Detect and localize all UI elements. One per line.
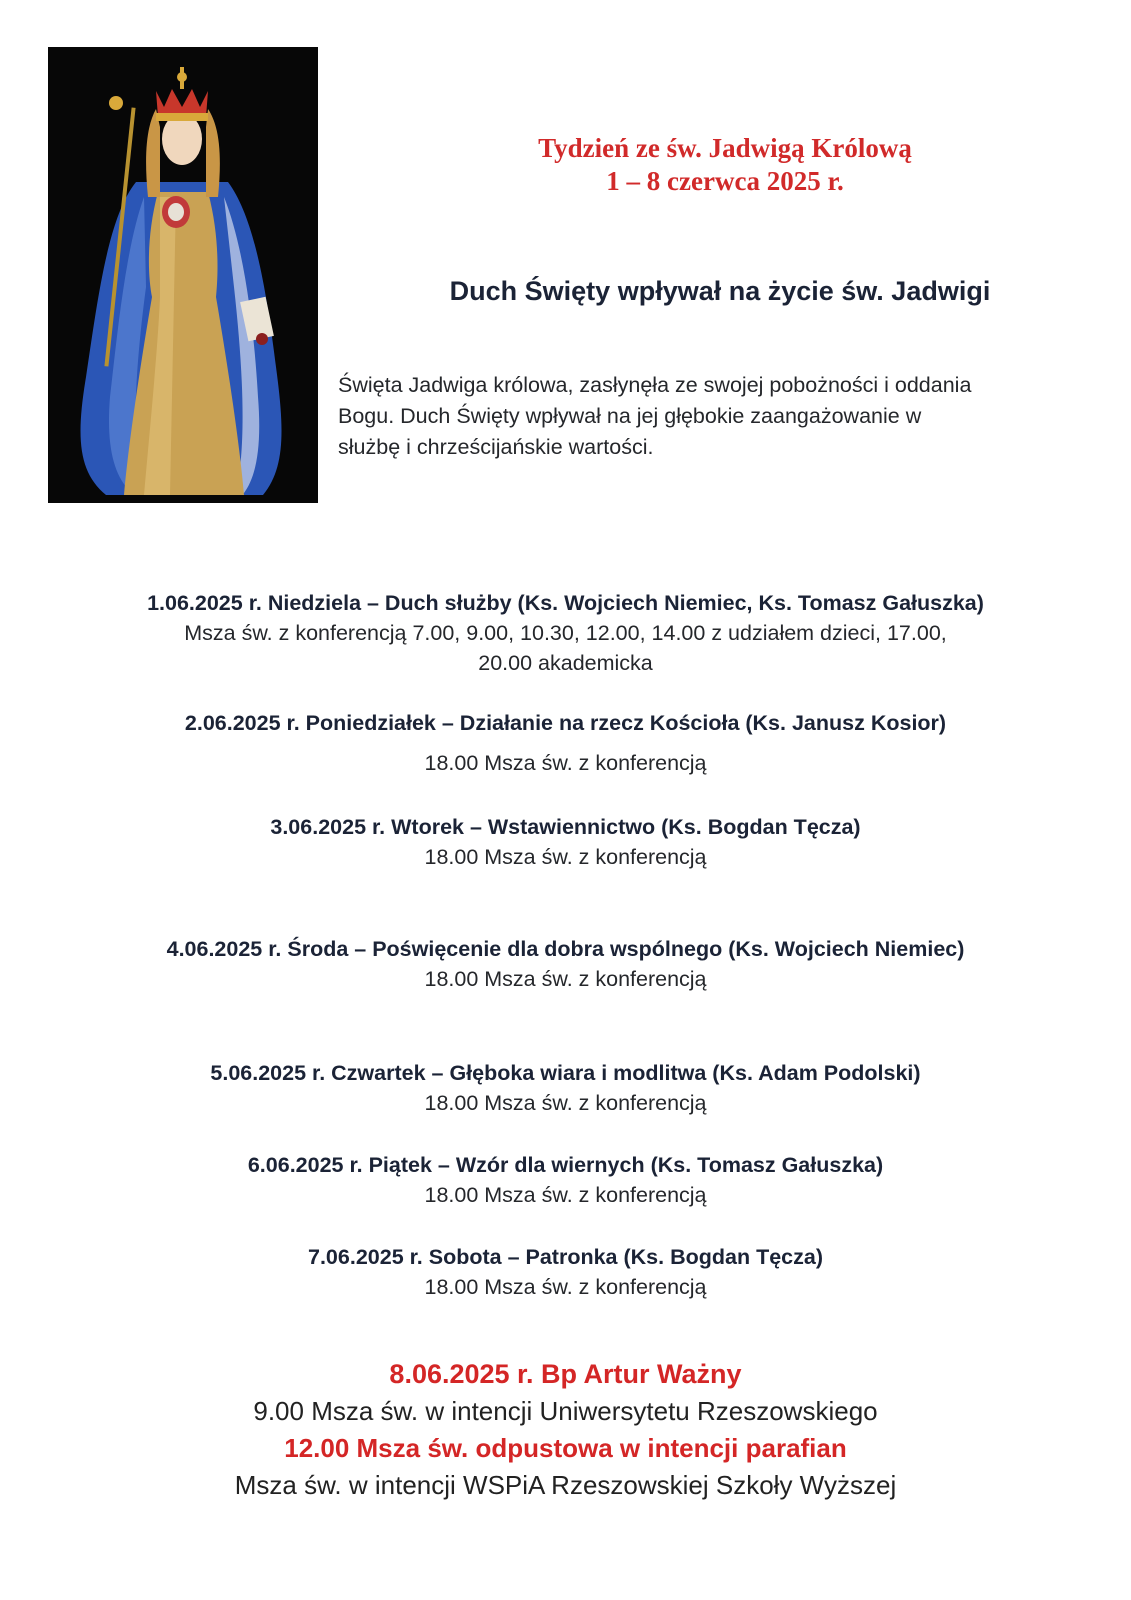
day-details: 18.00 Msza św. z konferencją — [424, 751, 707, 775]
intro-line: Święta Jadwiga królowa, zasłynęła ze swojej pobożności i oddania — [338, 373, 972, 397]
day-details: 18.00 Msza św. z konferencją — [424, 1183, 707, 1207]
final-day-line-highlight: 12.00 Msza św. odpustowa w intencji parafian — [284, 1433, 847, 1463]
day-heading: 4.06.2025 r. Środa – Poświęcenie dla dobra wspólnego (Ks. Wojciech Niemiec) — [166, 937, 965, 961]
final-day-line: 9.00 Msza św. w intencji Uniwersytetu Rzeszowskiego — [253, 1396, 878, 1426]
intro-line: służbę i chrześcijańskie wartości. — [338, 435, 654, 459]
event-dates: 1 – 8 czerwca 2025 r. — [606, 166, 844, 196]
intro-paragraph — [338, 370, 1108, 463]
schedule-day — [0, 1058, 1131, 1118]
day-details: 18.00 Msza św. z konferencją — [424, 1275, 707, 1299]
schedule-day — [0, 1150, 1131, 1210]
event-title: Tydzień ze św. Jadwigą Królową — [538, 133, 912, 163]
day-details: 18.00 Msza św. z konferencją — [424, 967, 707, 991]
event-header — [420, 132, 1030, 198]
day-details: 18.00 Msza św. z konferencją — [424, 1091, 707, 1115]
schedule-day — [0, 708, 1131, 778]
day-heading: 3.06.2025 r. Wtorek – Wstawiennictwo (Ks. Bogdan Tęcza) — [270, 815, 861, 839]
day-details: 18.00 Msza św. z konferencją — [424, 845, 707, 869]
schedule-day — [0, 1242, 1131, 1302]
schedule-day — [0, 588, 1131, 678]
final-day-line: Msza św. w intencji WSPiA Rzeszowskiej Szkoły Wyższej — [234, 1470, 897, 1500]
day-details: Msza św. z konferencją 7.00, 9.00, 10.30, 12.00, 14.00 z udziałem dzieci, 17.00, — [184, 621, 947, 645]
day-heading: 1.06.2025 r. Niedziela – Duch służby (Ks. Wojciech Niemiec, Ks. Tomasz Gałuszka) — [147, 591, 984, 615]
day-heading: 7.06.2025 r. Sobota – Patronka (Ks. Bogdan Tęcza) — [308, 1245, 823, 1269]
final-day-heading: 8.06.2025 r. Bp Artur Ważny — [389, 1359, 742, 1389]
day-heading: 5.06.2025 r. Czwartek – Głęboka wiara i modlitwa (Ks. Adam Podolski) — [210, 1061, 921, 1085]
intro-line: Bogu. Duch Święty wpływał na jej głębokie zaangażowanie w — [338, 404, 922, 428]
schedule-day — [0, 812, 1131, 872]
schedule-day — [0, 934, 1131, 994]
day-details: 20.00 akademicka — [478, 651, 653, 675]
day-heading: 2.06.2025 r. Poniedziałek – Działanie na rzecz Kościoła (Ks. Janusz Kosior) — [184, 711, 947, 735]
final-day — [0, 1356, 1131, 1504]
subtitle: Duch Święty wpływał na życie św. Jadwigi — [449, 276, 991, 306]
day-heading: 6.06.2025 r. Piątek – Wzór dla wiernych (Ks. Tomasz Gałuszka) — [247, 1153, 884, 1177]
saint-jadwiga-portrait — [48, 47, 318, 503]
